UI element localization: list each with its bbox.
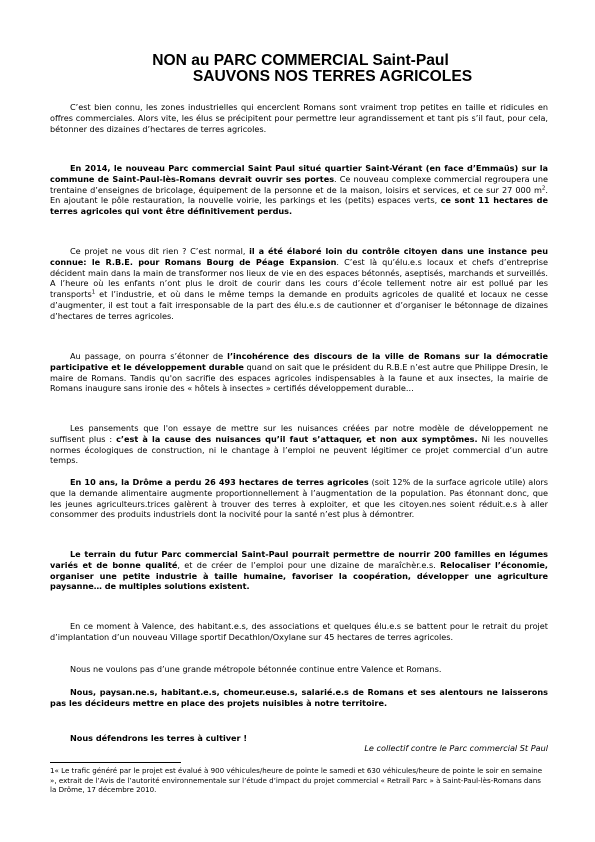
paragraph-valence-text: En ce moment à Valence, des habitant.e.s, des associations et quelques élu.e.s se battent pour le retrait du projet d’implantation d’un nouveau Village sportif Decathlon/Oxylane sur 45 hectares de terres agricoles. — [50, 621, 548, 642]
signature: Le collectif contre le Parc commercial St Paul — [364, 743, 548, 753]
footnote-text: « Le trafic généré par le projet est évalué à 900 véhicules/heure de pointe le samedi et 630 véhicules/heure de pointe le soir en semaine », extrait de l’Avis de l’autorité environnementale sur l’étude d’impact du projet commercial « Retrail Parc » à Saint-Paul-lès-Romans dans la Drôme, 17 décembre 2010. — [50, 766, 543, 795]
paragraph-nuisances-text-2: Ni les nouvelles normes écologiques de construction, ni le chantage à l’emploi ne peuvent légitimer ce projet commercial d’un autre temps. — [50, 433, 548, 466]
page-title-line-2: SAUVONS NOS TERRES AGRICOLES — [192, 68, 473, 85]
page-title-line-1: NON au PARC COMMERCIAL Saint-Paul — [152, 52, 449, 69]
paragraph-nuisances — [50, 423, 548, 466]
paragraph-defense-bold: Nous défendrons les terres à cultiver ! — [70, 733, 248, 743]
paragraph-terrain-bold-2: Relocaliser l’économie, organiser une petite industrie à taille humaine, favoriser la coopération, développer une agriculture paysanne… de multiples solutions existent. — [50, 559, 549, 592]
paragraph-drome-bold: En 10 ans, la Drôme a perdu 26 493 hectares de terres agricoles — [70, 477, 369, 487]
paragraph-metropole-text: Nous ne voulons pas d’une grande métropole bétonnée continue entre Valence et Romans. — [70, 664, 442, 674]
paragraph-incoherence-text-2: quand on sait que le président du R.B.E n’est autre que Philippe Dresin, le maire de Romans. Tandis qu'on sacrifie des espaces agricoles indispensables à la faune et aux insectes, la mairie de Romans inaugure sans ironie des « hôtels à insectes » certifiés développement durable... — [50, 361, 548, 394]
paragraph-terrain — [50, 549, 548, 592]
paragraph-rbe-text: Ce projet ne vous dit rien ? C’est normal, — [70, 246, 250, 256]
footnote-mark: 1 — [50, 766, 55, 775]
paragraph-terrain-text: , et de créer de l’emploi pour une dizaine de maraîchèr.e.s. — [177, 559, 441, 570]
paragraph-nuisances-text: Les pansements que l'on essaye de mettre sur les nuisances créées par notre modèle de développement ne suffisent plus : — [50, 423, 548, 444]
paragraph-rbe-text-2: . C’est là qu’élu.e.s locaux et chefs d’entreprise décident main dans la main de transformer nos lieux de vie en des espaces bétonnés, aseptisés, marchands et surveillés. A l’heure où les enfants n’ont plus le droit de courir dans les cours d’école tellement notre air est pollué par les transports — [50, 256, 548, 299]
paragraph-project-bold: En 2014, le nouveau Parc commercial Saint Paul situé quartier Saint-Vérant (en face d’Emmaüs) sur la commune de Saint-Paul-lès-Romans devrait ouvrir ses portes — [50, 163, 548, 184]
paragraph-nous-bold: Nous, paysan.ne.s, habitant.e.s, chomeur.euse.s, salarié.e.s de Romans et ses alentours ne laisserons pas les décideurs mettre en place des projets nuisibles à notre territoire. — [50, 687, 548, 708]
paragraph-rbe-text-3: et l’industrie, et où dans le même temps la demande en produits agricoles de qualité et locaux ne cesse d’augmenter, il est tout a fait irresponsable de la part des élu.e.s de cautionner et d’organiser le bétonnage de dizaines d’hectares de terres agricoles. — [50, 289, 548, 321]
paragraph-valence — [50, 621, 548, 643]
paragraph-rbe-bold: il a été élaboré loin du contrôle citoyen dans une instance peu connue: le R.B.E. pour Romans Bourg de Péage Expansion — [50, 246, 549, 267]
paragraph-incoherence — [50, 351, 548, 394]
paragraph-intro — [50, 102, 548, 134]
paragraph-nous — [50, 687, 548, 709]
superscript-2: 2 — [541, 184, 546, 191]
footnote — [50, 766, 548, 795]
paragraph-rbe — [50, 246, 548, 321]
paragraph-project-text: . Ce nouveau complexe commercial regroupera une trentaine d’enseignes de bricolage, équipement de la personne et de la maison, loisirs et services, et ce sur 27 000 m — [50, 173, 548, 195]
paragraph-nuisances-bold: c’est à la cause des nuisances qu’il faut s’attaquer, et non aux symptômes. — [116, 433, 478, 444]
paragraph-intro-text: C’est bien connu, les zones industrielles qui encerclent Romans sont vraiment trop petites en taille et ridicules en offres commerciales. Alors vite, les élus se précipitent pour permettre leur agrandissement et tant pis s’il faut, pour cela, bétonner des dizaines d’hectares de terres agricoles. — [50, 102, 548, 134]
paragraph-metropole — [50, 664, 548, 675]
paragraph-terrain-bold: Le terrain du futur Parc commercial Saint-Paul pourrait permettre de nourrir 200 familles en légumes variés et de bonne qualité — [50, 549, 548, 570]
paragraph-project — [50, 163, 548, 217]
footnote-divider — [50, 762, 181, 763]
paragraph-drome — [50, 477, 548, 520]
paragraph-drome-text: (soit 12% de la surface agricole utile) alors que la demande alimentaire augmente proportionnellement à l’augmentation de la population. Pas étonnant donc, que les jeunes agriculteurs.trices galèrent à trouver des terres à exploiter, et que les citoyen.nes soient réduit.e.s à aller consommer des produits industriels dont la nocivité pour la santé n’est plus à démontrer. — [50, 477, 548, 520]
paragraph-project-bold-2: ce sont 11 hectares de terres agricoles qui vont être définitivement perdus. — [50, 195, 548, 216]
footnote-reference: 1 — [91, 289, 96, 296]
paragraph-incoherence-text: Au passage, on pourra s’étonner de — [70, 351, 228, 361]
paragraph-incoherence-bold: l’incohérence des discours de la ville de Romans sur la démocratie participative et le développement durable — [50, 351, 548, 372]
paragraph-project-text-2: . En ajoutant le pôle restauration, la nouvelle voirie, les parkings et les (petits) espaces verts, — [50, 184, 548, 206]
